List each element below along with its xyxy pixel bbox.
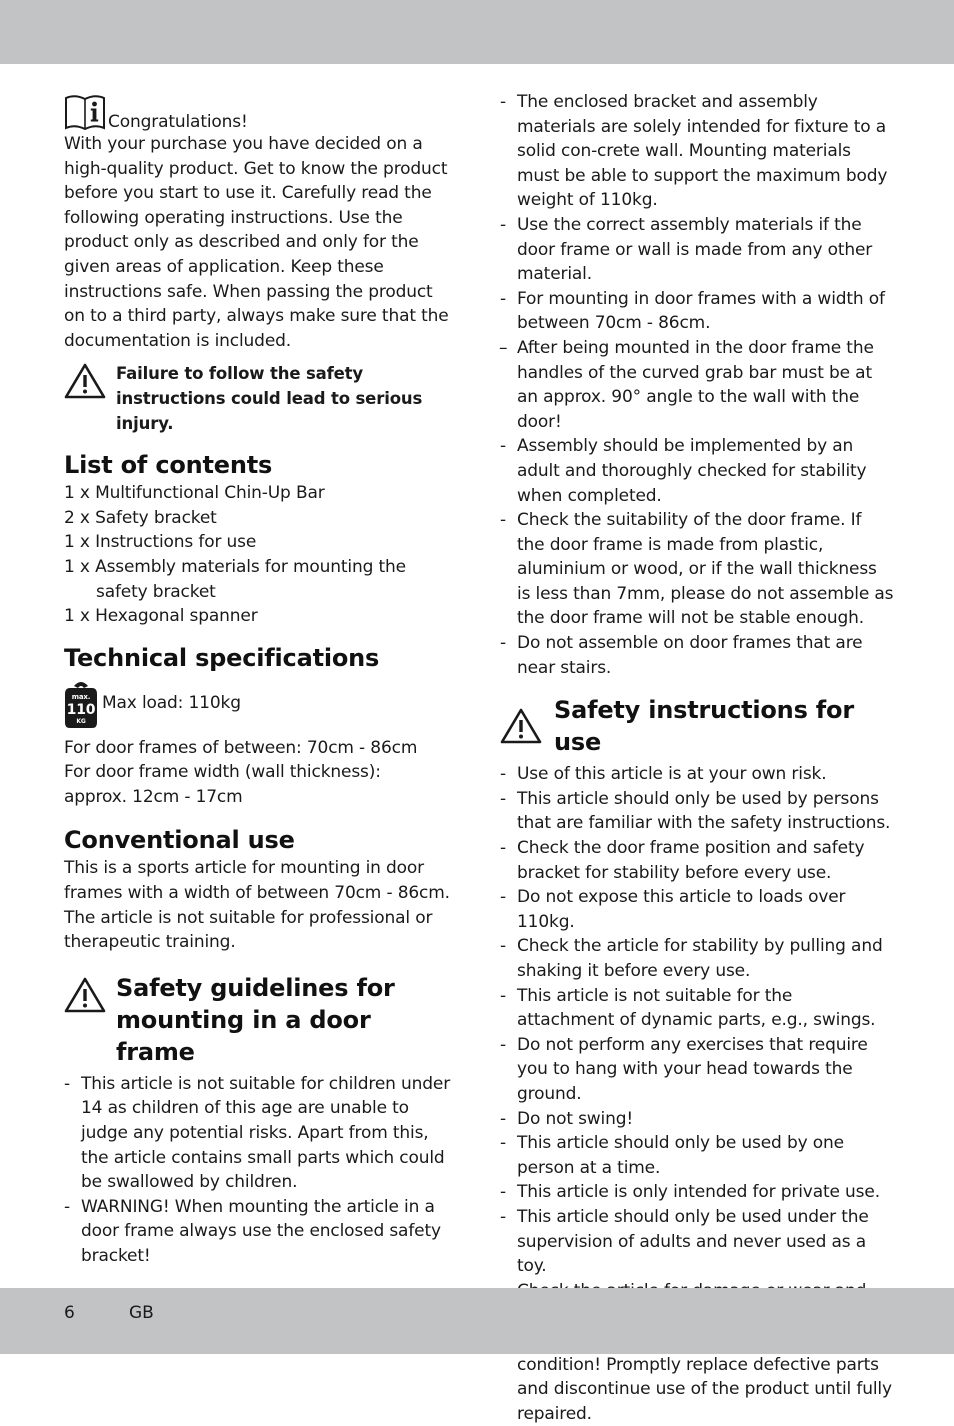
- list-item: - Use the correct assembly materials if the door frame or wall is made from any other material.: [500, 213, 894, 287]
- contents-list: [64, 481, 452, 629]
- list-item: - Assembly should be implemented by an adult and thoroughly checked for stability when completed.: [500, 434, 894, 508]
- conventional-use-text: This is a sports article for mounting in door frames with a width of between 70cm - 86cm. The article is not suitable for professional or therapeutic training.: [64, 858, 450, 953]
- intro-heading: [64, 90, 452, 132]
- list-item: – After being mounted in the door frame the handles of the curved grab bar must be at an approx. 90° angle to the wall with the door!: [500, 336, 894, 434]
- language-code: GB: [129, 1303, 154, 1323]
- list-item: 1 x Hexagonal spanner: [64, 606, 258, 627]
- use-safety-title: Safety instructions for use: [554, 696, 854, 757]
- list-item: - This article should only be used by one person at a time.: [500, 1131, 894, 1180]
- list-item: - Use of this article is at your own risk.: [500, 762, 894, 787]
- mounting-safety-heading: [64, 972, 452, 1068]
- header-bar: [0, 0, 954, 64]
- mounting-guidelines-list-continued: [500, 90, 894, 680]
- conventional-use-title: Conventional use: [64, 826, 295, 855]
- intro-paragraph: With your purchase you have decided on a high-quality product. Get to know the product before you start to use it. Carefully read the following operating instructions. Use the product only as described and only for the given areas of application. Keep these instructions safe. When passing the product on to a third party, always make sure that the documentation is included.: [64, 134, 449, 351]
- list-item: 2 x Safety bracket: [64, 507, 217, 528]
- door-frame-specs: [64, 736, 452, 810]
- title-line: Safety guidelines for: [116, 973, 395, 1002]
- door-frame-range: For door frames of between: 70cm - 86cm: [64, 737, 418, 758]
- injury-warning-text: [116, 362, 422, 436]
- list-item: - This article should only be used under the supervision of adults and never used as a toy.: [500, 1205, 894, 1279]
- list-item: - Do not assemble on door frames that are near stairs.: [500, 631, 894, 680]
- warning-line: Failure to follow the safety: [116, 364, 364, 384]
- warning-line: injury.: [116, 413, 174, 433]
- list-item: 1 x Multifunctional Chin-Up Bar: [64, 483, 325, 504]
- list-item: - Check the suitability of the door frame. If the door frame is made from plastic, aluminium or wood, or if the wall thickness is less than 7mm, please do not assemble as the door frame will not be stable enough.: [500, 508, 894, 631]
- frame-width-value: approx. 12cm - 17cm: [64, 786, 243, 807]
- list-item: - The enclosed bracket and assembly materials are solely intended for fixture to a solid con-crete wall. Mounting materials must be able to support the maximum body weight of 110kg.: [500, 90, 894, 213]
- list-item: - For mounting in door frames with a width of between 70cm - 86cm.: [500, 287, 894, 336]
- weight-icon-value: 110: [66, 701, 96, 718]
- title-line: mounting in a door frame: [116, 1005, 371, 1066]
- max-load-text: Max load: 110kg: [102, 693, 241, 714]
- list-item: - Do not swing!: [500, 1107, 894, 1132]
- page-number: 6: [64, 1303, 75, 1323]
- mounting-safety-title: [116, 972, 452, 1068]
- mounting-guidelines-list: [64, 1072, 452, 1269]
- weight-icon: [64, 679, 98, 729]
- list-item: - Check the door frame position and safety bracket for stability before every use.: [500, 836, 894, 885]
- list-item: - This article is only intended for private use.: [500, 1180, 894, 1205]
- weight-icon-unit: KG: [76, 717, 86, 725]
- list-item: - Do not perform any exercises that require you to hang with your head towards the ground.: [500, 1033, 894, 1107]
- list-item: - This article is not suitable for the attachment of dynamic parts, e.g., swings.: [500, 984, 894, 1033]
- list-item: 1 x Instructions for use: [64, 532, 257, 553]
- tech-specs-title: Technical specifications: [64, 643, 380, 672]
- warning-triangle-icon: [64, 362, 106, 400]
- warning-triangle-icon: [64, 976, 106, 1014]
- use-safety-heading: [500, 694, 894, 758]
- list-item: - This article should only be used by persons that are familiar with the safety instructions.: [500, 787, 894, 836]
- right-column: [500, 90, 894, 1426]
- warning-triangle-icon: [500, 707, 542, 745]
- closing-note: condition! Promptly replace defective parts and discontinue use of the product until fully repaired.: [517, 1354, 892, 1424]
- list-item: - Do not expose this article to loads over 110kg.: [500, 885, 894, 934]
- max-load-row: [64, 678, 452, 730]
- congratulations-label: Congratulations!: [108, 112, 248, 132]
- list-item: - This article is not suitable for children under 14 as children of this age are unable to judge any potential risks. Apart from this, the article contains small parts which could be swallowed by children.: [64, 1072, 452, 1195]
- weight-icon-top: max.: [71, 692, 91, 701]
- list-item: - Check the article for stability by pulling and shaking it before every use.: [500, 934, 894, 983]
- contents-title: List of contents: [64, 451, 273, 480]
- left-column: [64, 90, 452, 1269]
- list-item: 1 x Assembly materials for mounting the safety bracket: [64, 556, 406, 602]
- warning-line: instructions could lead to serious: [116, 388, 423, 408]
- injury-warning: [64, 362, 452, 436]
- frame-width-label: For door frame width (wall thickness):: [64, 762, 381, 783]
- info-book-icon: [64, 92, 106, 132]
- list-item: - WARNING! When mounting the article in a door frame always use the enclosed safety bracket!: [64, 1195, 452, 1269]
